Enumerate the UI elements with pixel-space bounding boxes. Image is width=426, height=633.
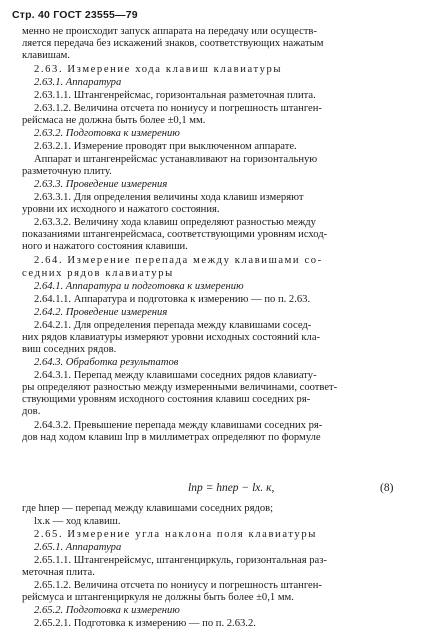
text-line: рейсмуса и штангенциркуля не должны быть более ±0,1 мм. [22,592,294,603]
text-line: 2.64.1.1. Аппаратура и подготовка к измерению — по п. 2.63. [34,294,311,305]
text-line: менно не происходит запуск аппарата на передачу или осуществ- [22,26,317,37]
text-line: рейсмаса не должна быть более ±0,1 мм. [22,115,206,126]
text-line: разметочную плиту. [22,166,112,177]
text-line: 2.64.3.2. Превышение перепада между клавишами соседних ря- [34,420,323,431]
text-line: 2.64.3.1. Перепад между клавишами соседних рядов клавиату- [34,370,317,381]
text-line: 2.64. Измерение перепада между клавишами со- [34,255,323,266]
text-line: дов. [22,406,41,417]
text-line: lх.к — ход клавиш. [34,516,121,527]
page-header [12,9,138,21]
text-line: 2.63.1.2. Величина отсчета по нониусу и погрешность штанген- [34,103,322,114]
text-line: показаниями штангенрейсмаса, соответствующими уровням исход- [22,229,328,240]
formula: lпр = hпер − lх. к, [188,482,275,494]
text-line: 2.65.2. Подготовка к измерению [34,605,180,616]
text-line: 2.64.2. Проведение измерения [34,307,168,318]
text-line: 2.64.1. Аппаратура и подготовка к измерению [34,281,244,292]
text-line: 2.64.2.1. Для определения перепада между клавишами сосед- [34,320,312,331]
formula-number: (8) [380,482,394,494]
text-line: где hпер — перепад между клавишами соседних рядов; [22,503,274,514]
text-line: 2.64.3. Обработка результатов [34,357,179,368]
text-line: 2.63.1. Аппаратура [34,77,122,88]
text-line: 2.65.1.1. Штангенрейсмус, штангенциркуль, горизонтальная раз- [34,555,327,566]
text-line: 2.63.3. Проведение измерения [34,179,168,190]
text-line: уровни их исходного и нажатого состояния. [22,204,220,215]
text-line: 2.63.3.1. Для определения величины хода клавиш измеряют [34,192,304,203]
text-line: Аппарат и штангенрейсмас устанавливают на горизонтальную [34,154,318,165]
text-line: 2.63.2.1. Измерение проводят при выключенном аппарате. [34,141,297,152]
text-line: ствующими уровням исходного состояния клавиш соседних ря- [22,394,311,405]
text-line: ры определяют разностью между измеренными величинами, соответ- [22,382,338,393]
standard-code: ГОСТ 23555—79 [53,9,138,21]
text-line: ного и нажатого состояния клавиши. [22,241,188,252]
text-line: дов над ходом клавиш lпр в миллиметрах определяют по формуле [22,432,321,443]
text-line: меточная плита. [22,567,95,578]
text-line: 2.63.3.2. Величину хода клавиш определяют разностью между [34,217,316,228]
text-line: 2.63.2. Подготовка к измерению [34,128,180,139]
text-line: 2.65. Измерение угла наклона поля клавиатуры [34,529,317,540]
page-number: Стр. 40 [12,9,51,21]
text-line: 2.63.1.1. Штангенрейсмас, горизонтальная разметочная плита. [34,90,316,101]
text-line: клавишам. [22,50,71,61]
text-line: 2.65.1.2. Величина отсчета по нониусу и погрешность штанген- [34,580,322,591]
text-line: них рядов клавиатуры измеряют уровни исходных состояний кла- [22,332,321,343]
text-line: 2.65.2.1. Подготовка к измерению — по п. 2.63.2. [34,618,256,629]
text-line: седних рядов клавиатуры [22,268,174,279]
text-line: 2.63. Измерение хода клавиш клавиатуры [34,64,283,75]
text-line: ляется передача без искажений знаков, соответствующих нажатым [22,38,324,49]
text-line: виш соседних рядов. [22,344,117,355]
text-line: 2.65.1. Аппаратура [34,542,122,553]
